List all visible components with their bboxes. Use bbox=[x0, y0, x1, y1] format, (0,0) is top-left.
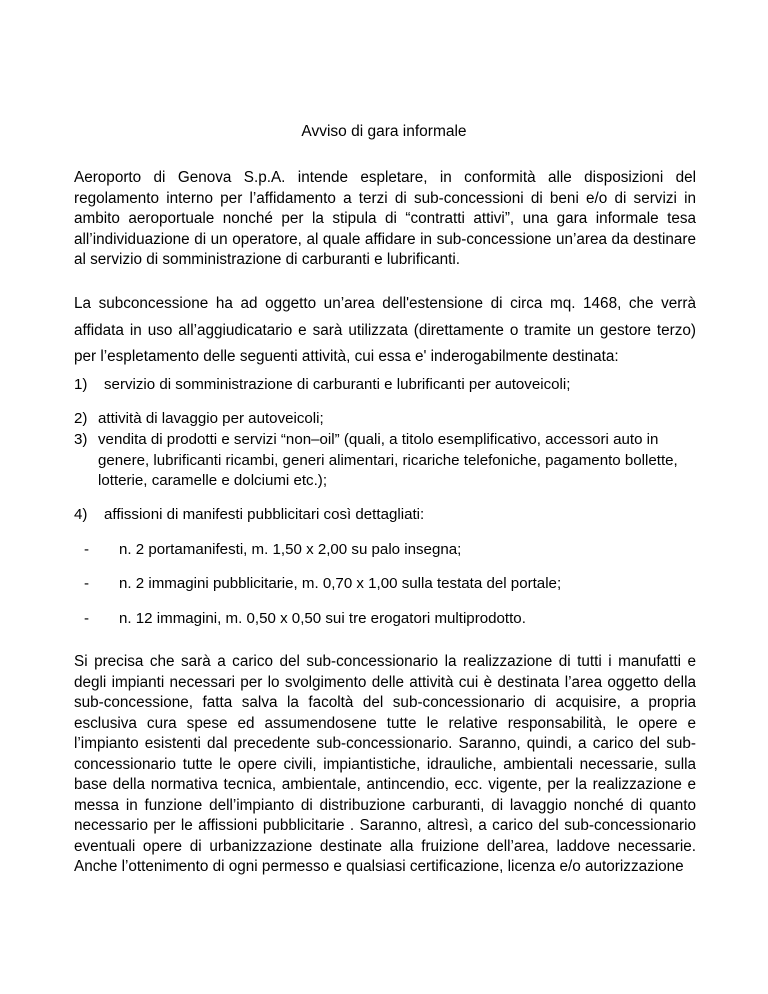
intro-paragraph: Aeroporto di Genova S.p.A. intende espletare, in conformità alle disposizioni del regolamento interno per l’affidamento a terzi di sub-concessioni di beni e/o di servizi in ambito aeroportuale nonché per la stipula di “contratti attivi”, una gara informale tesa all’individuazione di un operatore, al quale affidare in sub-concessione un’area da destinare al servizio di somministrazione di carburanti e lubrificanti. bbox=[74, 169, 696, 268]
activity-text: affissioni di manifesti pubblicitari così dettagliati: bbox=[104, 506, 425, 523]
ads-text: n. 12 immagini, m. 0,50 x 0,50 sui tre erogatori multiprodotto. bbox=[119, 610, 526, 627]
activity-list-item bbox=[74, 375, 696, 396]
obligations-paragraph: Si precisa che sarà a carico del sub-concessionario la realizzazione di tutti i manufatti e degli impianti necessari per lo svolgimento delle attività cui è destinata l’area oggetto della sub-concessione, fatta salva la facoltà del sub-concessionario di acquisire, a propria esclusiva cura spese ed assumendosene tutte le relative responsabilità, le opere e l’impianto esistenti dal precedente sub-concessionario. Saranno, quindi, a carico del sub-concessionario tutte le opere civili, impiantistiche, idrauliche, ambientali necessarie, sulla base della normativa tecnica, ambientale, antincendio, ecc. vigente, per la realizzazione e messa in funzione dell’impianto di distribuzione carburanti, di lavaggio nonché di quanto necessario per le affissioni pubblicitarie . Saranno, altresì, a carico del sub-concessionario eventuali opere di urbanizzazione destinate alla fruizione dell’area, laddove necessarie. Anche l’ottenimento di ogni permesso e qualsiasi certificazione, licenza e/o autorizzazione bbox=[74, 653, 696, 875]
activity-number: 4) bbox=[74, 506, 88, 523]
object-paragraph: La subconcessione ha ad oggetto un’area dell'estensione di circa mq. 1468, che verrà affidata in uso all’aggiudicatario e sarà utilizzata (direttamente o tramite un gestore terzo) per l’espletamento delle seguenti attività, cui essa e' inderogabilmente destinata: bbox=[74, 295, 696, 365]
list-dash: - bbox=[84, 610, 90, 627]
activity-list-item bbox=[74, 409, 696, 430]
activity-number: 3) bbox=[74, 431, 88, 448]
ads-text: n. 2 immagini pubblicitarie, m. 0,70 x 1,00 sulla testata del portale; bbox=[119, 575, 562, 592]
activity-number: 2) bbox=[74, 410, 88, 427]
list-dash: - bbox=[84, 575, 90, 592]
list-dash: - bbox=[84, 541, 90, 558]
activity-text: vendita di prodotti e servizi “non–oil” (quali, a titolo esemplificativo, accessori auto in genere, lubrificanti ricambi, generi alimentari, ricariche telefoniche, pagamento bollette, lotterie, caramelle e dolciumi etc.); bbox=[98, 431, 678, 489]
ads-text: n. 2 portamanifesti, m. 1,50 x 2,00 su palo insegna; bbox=[119, 541, 462, 558]
activity-number: 1) bbox=[74, 376, 88, 393]
activity-list-item bbox=[74, 505, 696, 526]
activity-text: attività di lavaggio per autoveicoli; bbox=[98, 410, 324, 427]
page-title: Avviso di gara informale bbox=[301, 123, 467, 140]
activity-list-item bbox=[74, 430, 696, 492]
activity-text: servizio di somministrazione di carburanti e lubrificanti per autoveicoli; bbox=[104, 376, 571, 393]
